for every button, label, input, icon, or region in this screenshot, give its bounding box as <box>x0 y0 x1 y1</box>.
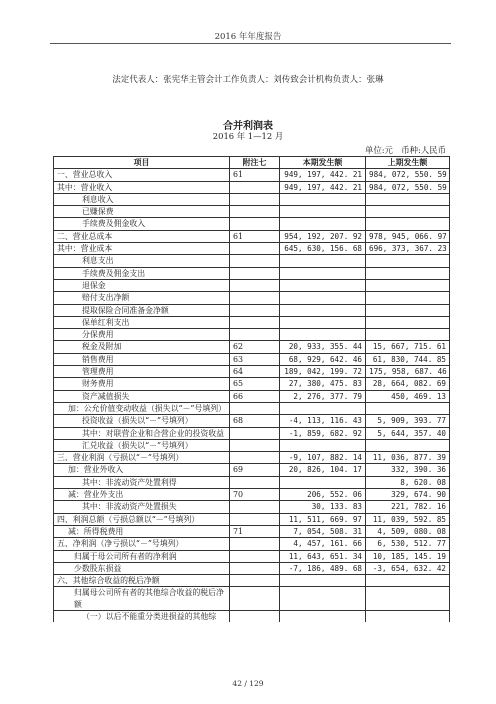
note-reference <box>230 206 280 218</box>
table-row <box>54 575 450 587</box>
line-item-label: 一、营业总收入 <box>54 169 230 181</box>
current-period-amount <box>280 402 366 414</box>
prior-period-amount <box>366 575 450 587</box>
current-period-amount <box>280 439 366 451</box>
prior-period-amount: 5, 644, 357. 40 <box>366 427 450 439</box>
current-period-amount: 11, 511, 669. 97 <box>280 513 366 525</box>
current-period-amount <box>280 267 366 279</box>
current-period-amount <box>280 316 366 328</box>
prior-period-amount: 61, 830, 744. 85 <box>366 353 450 365</box>
current-period-amount: 20, 826, 104. 17 <box>280 464 366 476</box>
current-period-amount: 7, 054, 508. 31 <box>280 525 366 537</box>
note-reference <box>230 476 280 488</box>
table-row <box>54 341 450 353</box>
current-period-amount: 206, 552. 06 <box>280 489 366 501</box>
page-number: 42 / 129 <box>232 679 264 688</box>
note-reference: 68 <box>230 415 280 427</box>
line-item-label: 利息收入 <box>54 193 230 205</box>
line-item-label: 保单红利支出 <box>54 316 230 328</box>
note-reference <box>230 610 280 622</box>
current-period-amount: 27, 380, 475. 83 <box>280 378 366 390</box>
note-reference <box>230 427 280 439</box>
note-reference <box>230 316 280 328</box>
line-item-label: 四、利润总额（亏损总额以“－”号填列） <box>54 513 230 525</box>
line-item-label: 三、营业利润（亏损以“－”号填列） <box>54 452 230 464</box>
current-period-amount <box>280 255 366 267</box>
current-period-amount: 645, 630, 156. 68 <box>280 243 366 255</box>
current-period-amount: 949, 197, 442. 21 <box>280 181 366 193</box>
note-reference: 69 <box>230 464 280 476</box>
table-row <box>54 562 450 574</box>
prior-period-amount <box>366 267 450 279</box>
table-row <box>54 464 450 476</box>
note-reference <box>230 267 280 279</box>
current-period-amount: -1, 859, 682. 92 <box>280 427 366 439</box>
prior-period-amount <box>366 255 450 267</box>
note-reference <box>230 243 280 255</box>
table-row <box>54 366 450 378</box>
table-row <box>54 243 450 255</box>
note-reference: 61 <box>230 230 280 242</box>
current-period-amount: -7, 186, 489. 68 <box>280 562 366 574</box>
prior-period-amount: 329, 674. 90 <box>366 489 450 501</box>
note-reference <box>230 550 280 562</box>
table-row <box>54 415 450 427</box>
line-item-label: 汇兑收益（损失以“－”号填列） <box>54 439 230 451</box>
note-reference <box>230 587 280 611</box>
line-item-label: 手续费及佣金收入 <box>54 218 230 230</box>
current-period-amount <box>280 206 366 218</box>
prior-period-amount <box>366 610 450 622</box>
line-item-label: 销售费用 <box>54 353 230 365</box>
current-period-amount <box>280 575 366 587</box>
prior-period-amount <box>366 402 450 414</box>
line-item-label: 加：营业外收入 <box>54 464 230 476</box>
table-row <box>54 267 450 279</box>
table-row <box>54 353 450 365</box>
table-row <box>54 489 450 501</box>
table-row <box>54 452 450 464</box>
current-period-amount <box>280 587 366 611</box>
current-period-amount <box>280 193 366 205</box>
note-reference <box>230 255 280 267</box>
current-period-amount <box>280 610 366 622</box>
table-row <box>54 378 450 390</box>
table-row <box>54 427 450 439</box>
prior-period-amount <box>366 587 450 611</box>
prior-period-amount: 11, 039, 592. 85 <box>366 513 450 525</box>
prior-period-amount <box>366 329 450 341</box>
note-reference <box>230 292 280 304</box>
line-item-label: 归属母公司所有者的其他综合收益的税后净额 <box>54 587 230 611</box>
line-item-label: 管理费用 <box>54 366 230 378</box>
currency-unit: 单位:元 币种:人民币 <box>364 145 446 155</box>
note-reference <box>230 304 280 316</box>
current-period-amount: 20, 933, 355. 44 <box>280 341 366 353</box>
prior-period-amount: 696, 373, 367. 23 <box>366 243 450 255</box>
table-row <box>54 206 450 218</box>
line-item-label: 六、其他综合收益的税后净额 <box>54 575 230 587</box>
note-reference <box>230 501 280 513</box>
line-item-label: 手续费及佣金支出 <box>54 267 230 279</box>
table-row <box>54 169 450 181</box>
line-item-label: 五、净利润（净亏损以“－”号填列） <box>54 538 230 550</box>
note-reference <box>230 513 280 525</box>
statement-title: 合并利润表 <box>223 121 273 132</box>
income-statement-table <box>53 156 450 622</box>
table-row <box>54 439 450 451</box>
current-period-amount: 30, 133. 83 <box>280 501 366 513</box>
table-row <box>54 587 450 611</box>
line-item-label: 财务费用 <box>54 378 230 390</box>
line-item-label: 二、营业总成本 <box>54 230 230 242</box>
prior-period-amount: 221, 782. 16 <box>366 501 450 513</box>
note-reference <box>230 562 280 574</box>
note-reference <box>230 575 280 587</box>
prior-period-amount <box>366 439 450 451</box>
current-period-amount <box>280 292 366 304</box>
note-reference <box>230 538 280 550</box>
line-item-label: 税金及附加 <box>54 341 230 353</box>
line-item-label: 投资收益（损失以“－”号填列） <box>54 415 230 427</box>
line-item-label: 其中：非流动资产处置利得 <box>54 476 230 488</box>
line-item-label: 分保费用 <box>54 329 230 341</box>
note-reference <box>230 402 280 414</box>
line-item-label: 其中：对联营企业和合营企业的投资收益 <box>54 427 230 439</box>
prior-period-amount <box>366 279 450 291</box>
current-period-amount <box>280 476 366 488</box>
column-header-current: 本期发生额 <box>280 157 366 169</box>
table-row <box>54 538 450 550</box>
prior-period-amount <box>366 218 450 230</box>
line-item-label: 退保金 <box>54 279 230 291</box>
note-reference: 63 <box>230 353 280 365</box>
table-row <box>54 255 450 267</box>
line-item-label: 其中：营业成本 <box>54 243 230 255</box>
current-period-amount: 949, 197, 442. 21 <box>280 169 366 181</box>
note-reference: 64 <box>230 366 280 378</box>
prior-period-amount: 5, 909, 393. 77 <box>366 415 450 427</box>
current-period-amount: -9, 107, 882. 14 <box>280 452 366 464</box>
current-period-amount: 2, 276, 377. 79 <box>280 390 366 402</box>
line-item-label: 资产减值损失 <box>54 390 230 402</box>
current-period-amount <box>280 329 366 341</box>
current-period-amount <box>280 304 366 316</box>
report-running-header: 2016 年年度报告 <box>214 32 282 42</box>
table-row <box>54 513 450 525</box>
current-period-amount: -4, 113, 116. 43 <box>280 415 366 427</box>
table-row <box>54 390 450 402</box>
table-row <box>54 402 450 414</box>
note-reference: 70 <box>230 489 280 501</box>
line-item-label: 其中：营业收入 <box>54 181 230 193</box>
prior-period-amount: 28, 664, 082. 69 <box>366 378 450 390</box>
prior-period-amount: 10, 185, 145. 19 <box>366 550 450 562</box>
current-period-amount: 4, 457, 161. 66 <box>280 538 366 550</box>
prior-period-amount: 15, 667, 715. 61 <box>366 341 450 353</box>
prior-period-amount: 6, 530, 512. 77 <box>366 538 450 550</box>
current-period-amount: 189, 042, 199. 72 <box>280 366 366 378</box>
prior-period-amount: 11, 036, 877. 39 <box>366 452 450 464</box>
table-row <box>54 329 450 341</box>
note-reference: 66 <box>230 390 280 402</box>
note-reference: 71 <box>230 525 280 537</box>
table-row <box>54 181 450 193</box>
prior-period-amount: 984, 072, 550. 59 <box>366 181 450 193</box>
line-item-label: 赔付支出净额 <box>54 292 230 304</box>
note-reference: 61 <box>230 169 280 181</box>
prior-period-amount: 4, 509, 080. 08 <box>366 525 450 537</box>
table-body <box>54 169 450 622</box>
responsible-persons-line: 法定代表人：张宪华主管会计工作负责人：刘传致会计机构负责人：张琳 <box>112 74 384 84</box>
current-period-amount: 954, 192, 207. 92 <box>280 230 366 242</box>
line-item-label: 提取保险合同准备金净额 <box>54 304 230 316</box>
column-header-previous: 上期发生额 <box>366 157 450 169</box>
note-reference <box>230 439 280 451</box>
table-row <box>54 550 450 562</box>
note-reference: 65 <box>230 378 280 390</box>
line-item-label: 少数股东损益 <box>54 562 230 574</box>
line-item-label: 利息支出 <box>54 255 230 267</box>
table-row <box>54 316 450 328</box>
prior-period-amount <box>366 292 450 304</box>
column-header-item: 项目 <box>54 157 230 169</box>
prior-period-amount <box>366 193 450 205</box>
table-row <box>54 610 450 622</box>
note-reference <box>230 193 280 205</box>
prior-period-amount: 984, 072, 550. 59 <box>366 169 450 181</box>
line-item-label: 归属于母公司所有者的净利润 <box>54 550 230 562</box>
prior-period-amount: -3, 654, 632. 42 <box>366 562 450 574</box>
table-row <box>54 218 450 230</box>
table-header-row <box>54 157 450 169</box>
line-item-label: 加：公允价值变动收益（损失以“－”号填列） <box>54 402 230 414</box>
line-item-label: （一）以后不能重分类进损益的其他综 <box>54 610 230 622</box>
current-period-amount: 68, 929, 642. 46 <box>280 353 366 365</box>
note-reference: 62 <box>230 341 280 353</box>
table-row <box>54 304 450 316</box>
line-item-label: 减：所得税费用 <box>54 525 230 537</box>
table-row <box>54 279 450 291</box>
table-row <box>54 525 450 537</box>
note-reference <box>230 452 280 464</box>
line-item-label: 减：营业外支出 <box>54 489 230 501</box>
table-row <box>54 292 450 304</box>
prior-period-amount <box>366 304 450 316</box>
table-row <box>54 230 450 242</box>
prior-period-amount: 332, 390. 36 <box>366 464 450 476</box>
table-row <box>54 501 450 513</box>
note-reference <box>230 181 280 193</box>
statement-period: 2016 年 1—12 月 <box>212 131 284 141</box>
prior-period-amount <box>366 206 450 218</box>
current-period-amount: 11, 643, 651. 34 <box>280 550 366 562</box>
note-reference <box>230 329 280 341</box>
current-period-amount <box>280 279 366 291</box>
header-divider <box>50 43 451 44</box>
line-item-label: 已赚保费 <box>54 206 230 218</box>
current-period-amount <box>280 218 366 230</box>
note-reference <box>230 279 280 291</box>
prior-period-amount <box>366 316 450 328</box>
prior-period-amount: 450, 469. 13 <box>366 390 450 402</box>
prior-period-amount: 8, 620. 08 <box>366 476 450 488</box>
table-row <box>54 193 450 205</box>
column-header-note: 附注七 <box>230 157 280 169</box>
prior-period-amount: 175, 958, 687. 46 <box>366 366 450 378</box>
prior-period-amount: 978, 945, 066. 97 <box>366 230 450 242</box>
table-row <box>54 476 450 488</box>
note-reference <box>230 218 280 230</box>
line-item-label: 其中：非流动资产处置损失 <box>54 501 230 513</box>
